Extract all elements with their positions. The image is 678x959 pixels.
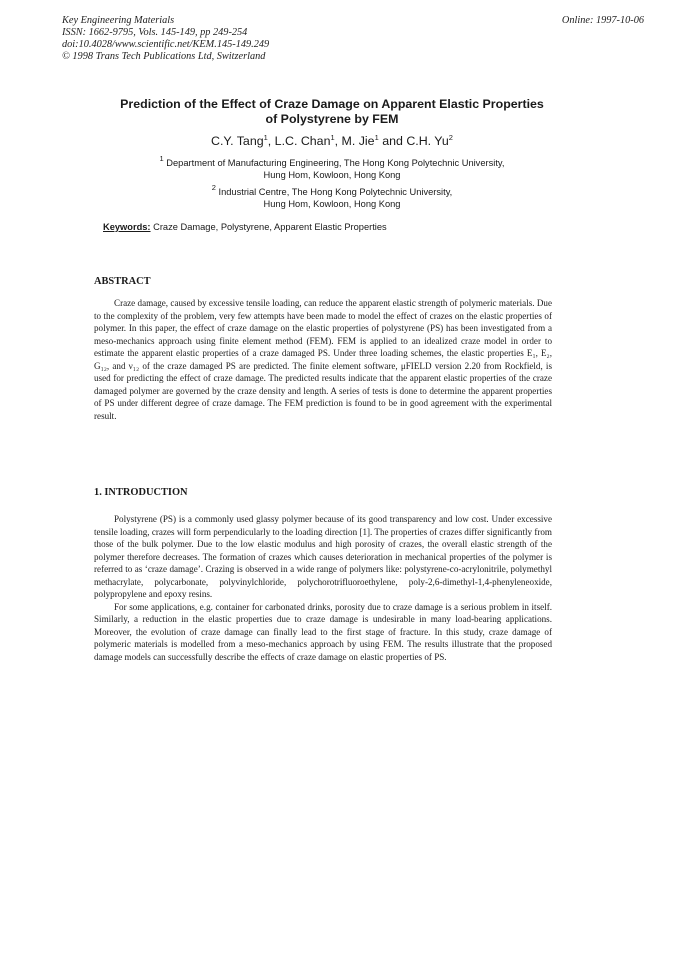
- affiliation-mark: 2: [211, 183, 216, 192]
- affiliation-line: Hung Hom, Kowloon, Hong Kong: [263, 170, 401, 180]
- abstract-heading: ABSTRACT: [94, 276, 151, 287]
- author-name: C.H. Yu: [406, 134, 449, 148]
- journal-metadata: [62, 15, 269, 63]
- title-line-2: of Polystyrene by FEM: [265, 111, 399, 126]
- author-name: L.C. Chan: [274, 134, 331, 148]
- copyright-line: © 1998 Trans Tech Publications Ltd, Switzerland: [62, 51, 266, 62]
- affiliation-line: Department of Manufacturing Engineering, The Hong Kong Polytechnic University,: [166, 158, 505, 168]
- affiliation-mark: 1: [159, 154, 164, 163]
- author-separator: ,: [267, 134, 275, 148]
- introduction-paragraph-1: Polystyrene (PS) is a commonly used glassy polymer because of its good transparency and low cost. Under excessive tensile loading, crazes will form perpendicularly to the loading direction [1]. The properties of crazes differ significantly from those of the bulk polymer. Due to the low elastic modulus and high porosity of crazes, the overall elastic strength of the polymer therefore decreases. The formation of crazes which causes deterioration in mechanical properties of the polymer is referred to as ‘craze damage’. Crazing is observed in a wide range of polymers like: polystyrene-co-acrylonitrile, polymethyl methacrylate, polycarbonate, polyvinylchloride, polychorotrifluoroethylene, poly-2,6-dimethyl-1,4-phenyleneoxide, polypropylene and epoxy resins.: [94, 514, 552, 599]
- author-name: C.Y. Tang: [211, 134, 264, 148]
- author-name: M. Jie: [341, 134, 375, 148]
- introduction-heading: 1. INTRODUCTION: [94, 487, 188, 498]
- affiliation-line: Industrial Centre, The Hong Kong Polytechnic University,: [218, 187, 453, 197]
- journal-name: Key Engineering Materials: [62, 15, 175, 26]
- online-date: Online: 1997-10-06: [561, 15, 644, 26]
- author-affiliation-mark: 1: [330, 133, 335, 142]
- paper-title: [62, 97, 602, 126]
- author-list: [62, 133, 602, 149]
- abstract-paragraph: Craze damage, caused by excessive tensile loading, can reduce the apparent elastic strength of polymeric materials. Due to the complexity of the problem, very few attempts have been made to model the effect of crazes on the elastic properties of polymer. In this paper, the effect of craze damage on the elastic properties of polystyrene (PS) has been investigated from a meso-mechanics approach using finite element method (FEM). FEM is applied to an idealized craze model in order to estimate the apparent elastic properties of a craze damaged PS. Under three loading schemes, the elastic properties E₁, E₂, G₁₂, and ν₁₂ of the craze damaged PS are predicted. The finite element software, μFIELD version 2.20 from Rockfield, is used for predicting the effect of craze damage. The predicted results indicate that the apparent elastic properties of the craze damaged polymer are governed by the craze density and length. A series of tests is done to determine the apparent properties of PS under different degree of craze damage. The FEM prediction is found to be in good agreement with the experimental result.: [94, 298, 552, 421]
- author-affiliation-mark: 1: [374, 133, 379, 142]
- author-affiliation-mark: 2: [448, 133, 453, 142]
- affiliation-1: [62, 154, 602, 181]
- abstract-body: [94, 297, 552, 422]
- author-separator: ,: [334, 134, 342, 148]
- title-line-1: Prediction of the Effect of Craze Damage on Apparent Elastic Properties: [120, 97, 544, 111]
- affiliation-2: [62, 183, 602, 210]
- keywords: [103, 222, 387, 232]
- introduction-body: [94, 513, 552, 663]
- introduction-paragraph-2: For some applications, e.g. container for carbonated drinks, porosity due to craze damage is a serious problem in itself. Similarly, a reduction in the elastic properties due to craze damage is undesirable in many load-bearing applications. Moreover, the evolution of craze damage can finally lead to the first stage of fracture. In this study, craze damage of polymeric materials is modelled from a meso-mechanics approach by using FEM. The results illustrate that the proposed damage models can successfully describe the effects of craze damage on elastic properties of PS.: [94, 601, 552, 662]
- author-affiliation-mark: 1: [263, 133, 268, 142]
- keywords-list: Craze Damage, Polystyrene, Apparent Elastic Properties: [153, 222, 387, 232]
- keywords-label: Keywords:: [103, 222, 151, 232]
- author-separator: and: [378, 134, 407, 148]
- affiliation-line: Hung Hom, Kowloon, Hong Kong: [263, 199, 401, 209]
- issn-line: ISSN: 1662-9795, Vols. 145-149, pp 249-254: [62, 27, 248, 38]
- doi-line: doi:10.4028/www.scientific.net/KEM.145-149.249: [62, 39, 270, 50]
